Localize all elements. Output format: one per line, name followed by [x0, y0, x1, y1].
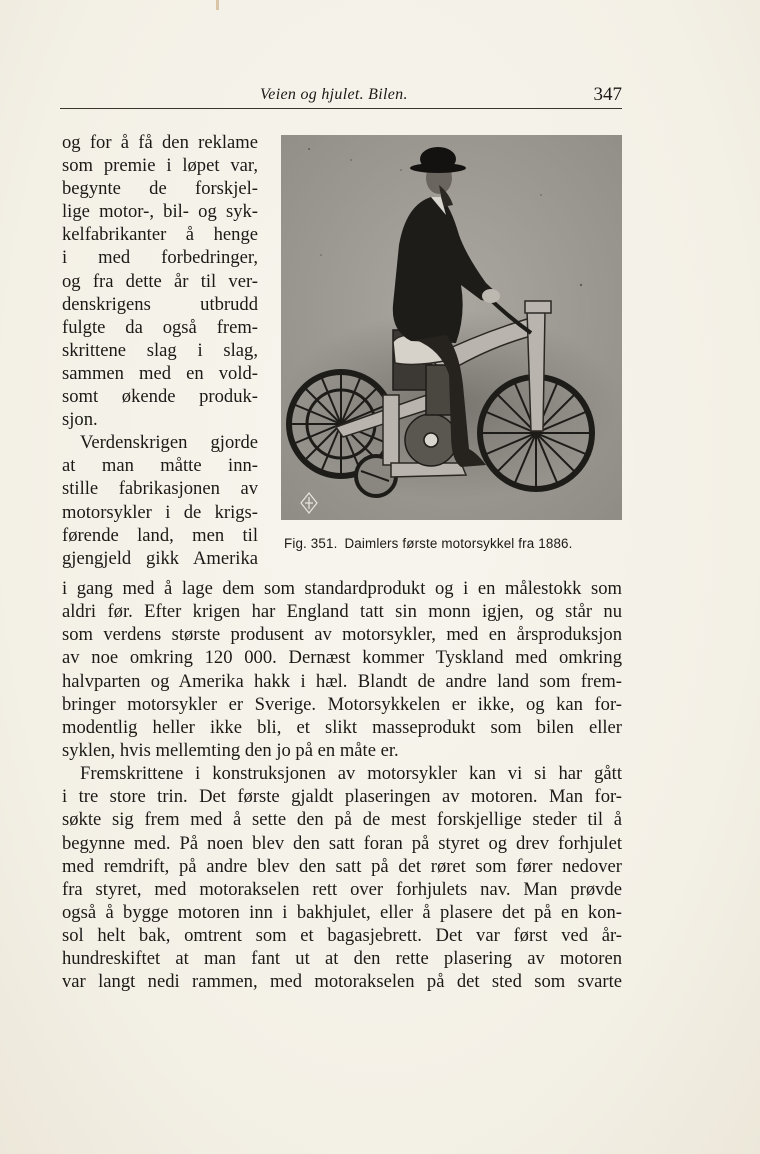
text-line: sol helt bak, omtrent som et bagasjebrett. Det var først ved år- [62, 925, 622, 947]
text-line: i med forbedringer, [62, 247, 258, 269]
text-line: fra styret, med motorakselen rett over forhjulets nav. Man prøvde [62, 878, 622, 900]
text-line: begynne med. På noen blev den satt foran på styret og drev forhjulet [62, 832, 622, 854]
text-line: førende land, men til [62, 524, 258, 546]
text-line: også å bygge motoren inn i bakhjulet, eller å plasere det på en kon- [62, 901, 622, 923]
text-line: med remdrift, på andre blev den satt på det røret som fører nedover [62, 855, 622, 877]
text-line: fulgte da også frem- [62, 316, 258, 338]
text-line: av noe omkring 120 000. Dernæst kommer Tyskland med omkring [62, 647, 622, 669]
figure-caption-text: Daimlers første motorsykkel fra 1886. [344, 536, 573, 551]
figure-caption [284, 536, 624, 551]
binding-mark [216, 0, 219, 10]
text-line: og fra dette år til ver- [62, 270, 258, 292]
text-line: i tre store trin. Det første gjaldt plaseringen av motoren. Man for- [62, 786, 622, 808]
text-line: som verdens største produsent av motorsykler, med en årsproduksjon [62, 624, 622, 646]
text-line: motorsykler i de krigs- [62, 501, 258, 523]
text-line: hundreskiftet at man fant ut at den rette plasering av motoren [62, 948, 622, 970]
text-line: søkte sig frem med å sette den på de mest forskjellige steder til å [62, 809, 622, 831]
text-line: begynte de forskjel- [62, 178, 258, 200]
text-line: somt økende produk- [62, 386, 258, 408]
text-line: bringer motorsykler er Sverige. Motorsykkelen er ikke, og kan for- [62, 693, 622, 715]
text-line: lige motor-, bil- og syk- [62, 201, 258, 223]
full-width-text-column [62, 577, 622, 994]
text-line: stille fabrikasjonen av [62, 478, 258, 500]
text-line: halvparten og Amerika hakk i hæl. Blandt de andre land som frem- [62, 670, 622, 692]
text-line: sammen med en vold- [62, 362, 258, 384]
paragraph-start-line: Verdenskrigen gjorde [80, 432, 258, 454]
text-line: som premie i løpet var, [62, 155, 258, 177]
text-line: skrittene slag i slag, [62, 339, 258, 361]
text-line: og for å få den reklame [62, 132, 258, 153]
text-line: kelfabrikanter å henge [62, 224, 258, 246]
running-head-title: Veien og hjulet. Bilen. [260, 86, 408, 103]
paragraph-start-line: Fremskrittene i konstruksjonen av motorsykler kan vi si har gått [80, 763, 622, 785]
text-line: i gang med å lage dem som standardprodukt og i en målestokk som [62, 578, 622, 599]
text-line: denskrigens utbrudd [62, 293, 258, 315]
text-line: sjon. [62, 409, 98, 431]
narrow-text-column [62, 131, 258, 570]
text-line: at man måtte inn- [62, 455, 258, 477]
motorcycle-photo-illustration [281, 135, 622, 520]
figure-photo-daimler-motorcycle [281, 135, 622, 520]
text-line: gjengjeld gikk Amerika [62, 547, 258, 569]
text-line: modentlig heller ikke bli, et slikt masseprodukt som bilen eller [62, 716, 622, 738]
header-rule [60, 108, 622, 109]
page-number: 347 [593, 84, 622, 105]
text-line: syklen, hvis mellemting den jo på en måte er. [62, 739, 399, 761]
figure-number: Fig. 351. [284, 536, 338, 551]
text-line: aldri før. Efter krigen har England tatt sin monn igjen, og står nu [62, 601, 622, 623]
text-line: var langt nedi rammen, med motorakselen på det sted som svarte [62, 971, 622, 993]
running-head [60, 84, 622, 110]
